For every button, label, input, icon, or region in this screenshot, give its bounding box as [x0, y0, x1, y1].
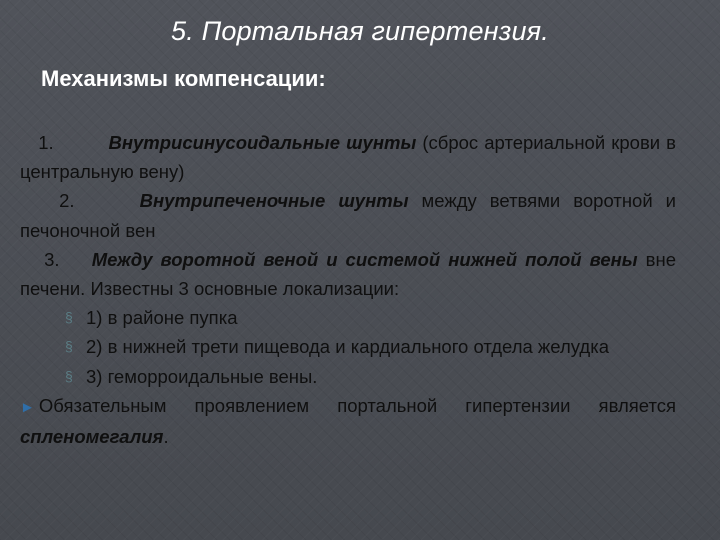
list-item	[20, 362, 676, 391]
slide-subtitle: Механизмы компенсации:	[41, 66, 326, 91]
list-item-text: 3) геморроидальные вены.	[86, 365, 318, 387]
conclusion-text: Обязательным проявлением портальной гипертензии является	[38, 394, 676, 416]
mechanism-item-2	[20, 186, 676, 244]
list-item-text: 2) в нижней трети пищевода и кардиального отдела желудка	[86, 336, 609, 358]
conclusion-paragraph	[20, 391, 676, 451]
item-emphasis: Внутрисинусоидальные шунты	[108, 132, 417, 153]
item-number: 3.	[44, 248, 60, 270]
mechanism-item-1	[20, 128, 676, 186]
conclusion-end: .	[163, 426, 169, 448]
item-text: (сброс артериальной крови в центральную вену)	[20, 132, 677, 183]
square-bullet-icon: §	[65, 367, 73, 384]
slide-title: 5. Портальная гипертензия.	[170, 16, 550, 46]
item-number: 2.	[59, 190, 75, 212]
list-item-text: 1) в районе пупка	[86, 307, 238, 329]
list-item	[20, 303, 676, 332]
item-text: между ветвями воротной и печоночной вен	[20, 190, 677, 241]
mechanism-item-3	[20, 245, 676, 303]
item-number: 1.	[38, 132, 54, 153]
item-emphasis: Между воротной веной и системой нижней полой вены	[91, 248, 638, 270]
list-item	[20, 332, 676, 361]
localization-list	[20, 303, 676, 391]
item-text: вне печени. Известны 3 основные локализации:	[20, 248, 676, 300]
slide-body	[20, 128, 676, 451]
conclusion-emphasis: спленомегалия	[20, 426, 164, 448]
item-emphasis: Внутрипеченочные шунты	[139, 190, 409, 212]
square-bullet-icon: §	[65, 309, 73, 326]
square-bullet-icon: §	[65, 338, 73, 355]
arrow-bullet-icon: ►	[20, 398, 35, 416]
